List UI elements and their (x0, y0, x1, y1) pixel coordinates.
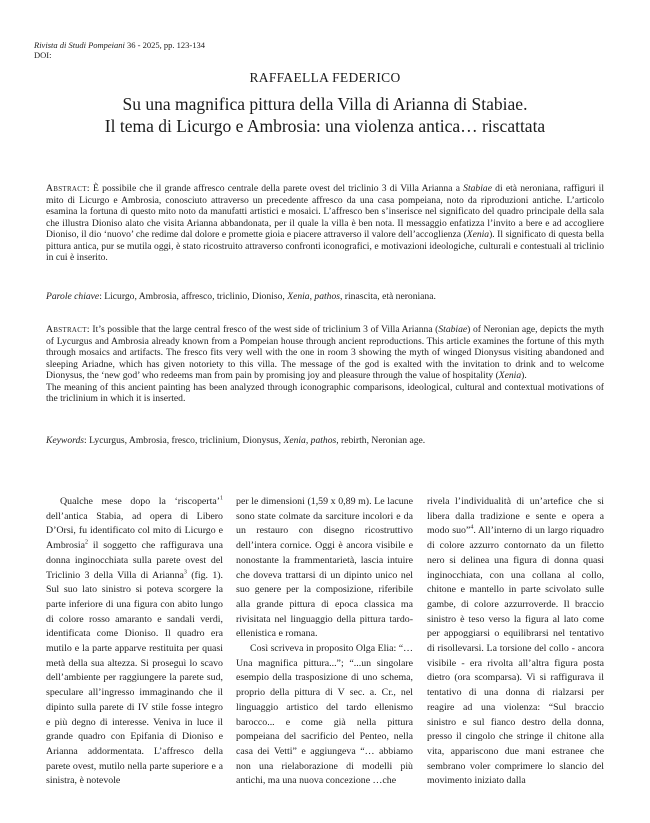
journal-issue: 36 - 2025, pp. 123-134 (124, 40, 205, 50)
abstract-text: È possibile che il grande affresco centrale della parete ovest del triclinio 3 di Villa Arianna a (89, 183, 464, 194)
body-column-1 (46, 495, 223, 789)
abstract-italic-term: Stabiae (438, 324, 468, 335)
keywords-italian (46, 291, 604, 303)
keywords-label: Parole chiave (46, 291, 100, 302)
abstract-text: ). (521, 370, 527, 381)
abstract-italic-term: Xenia (498, 370, 522, 381)
journal-name: Rivista di Studi Pompeiani (34, 40, 125, 50)
keywords-label: Keywords (46, 435, 85, 446)
body-text: (fig. 1). Sul suo lato sinistro si poteva scorgere la parte inferiore di una figura con abito lungo di colore rosso amaranto e sandali verdi, identificata come Dioniso. Il quadro era mutilo e la parte apparve restituita per quasi metà della sua altezza. Si proseguì lo scavo dell’ambiente per raggiungere la parete sud, speculare all’ingresso immaginando che il dipinto sulla parete di IV stile fosse integro e più degno di interesse. Veniva in luce il grande quadro con Epifania di Dioniso e Arianna addormentata. L’affresco della parete ovest, mutilo nella parte superiore e a sinistra, è notevole (46, 569, 224, 787)
keywords-text: , rinascita, età neroniana. (340, 291, 436, 302)
abstract-english (46, 324, 604, 405)
body-text: per le dimensioni (1,59 x 0,89 m). Le lacune sono state colmate da sarciture incolori e da un restauro con disegno ricostruttivo dell’intera cornice. Oggi è ancora visibile e nonostante la frammentarietà, lascia intuire che doveva trattarsi di un dipinto unico nel suo genere per la composizione, riferibile alla grande pittura di epoca classica ma rivisitata nel linguaggio della pittura tardo-ellenistica e romana. (236, 496, 413, 640)
keywords-separator: , (309, 291, 315, 302)
body-text: Così scriveva in proposito Olga Elia: “… Una magnifica pittura...”; “...un singolare esempio della trasposizione di uno schema, proprio della pittura di V sec. a. Cr., nel linguaggio artistico del tardo ellenismo barocco... e come già nella pittura pompeiana del sacrificio del Penteo, nella casa dei Vetti” e aggiungeva “… abbiamo non una rielaborazione di modelli più antichi, ma una nuova concezione …che (236, 643, 413, 787)
abstract-label: Abstract: (46, 324, 90, 335)
body-column-2 (236, 495, 413, 789)
doi-label: DOI: (34, 50, 52, 60)
footnote-ref[interactable]: 3 (183, 569, 187, 576)
journal-citation (34, 40, 205, 50)
keyword-italic: Xenia (287, 291, 310, 302)
abstract-italic-term: Xenia (466, 229, 490, 240)
abstract-text: ) of Neronian age, depicts the myth of Lycurgus and Ambrosia already known from a Pompeian house through ancient reproductions. This article examines the fortune of this myth through mosaics and artifacts. The fresco fits very well with the one in room 3 showing the myth of winged Dionysus visiting abandoned and sleeping Ariadne, which has given notoriety to this villa. The message of the god is exalted with the invitation to drink and to welcome Dionysus, the ‘new god’ who redeems man from pain by promising joy and pleasure through the value of hospitality ( (46, 324, 604, 381)
keyword-italic: pathos (314, 291, 340, 302)
abstract-text: It’s possible that the large central fresco of the west side of triclinium 3 of Villa Arianna ( (89, 324, 439, 335)
abstract-text: The meaning of this ancient painting has been analyzed through iconographic comparisons, ideological, cultural and contextual motivations of the triclinium in which it is inserted. (46, 381, 604, 404)
footnote-ref[interactable]: 2 (84, 539, 88, 546)
keyword-italic: pathos (310, 435, 337, 446)
author-name: RAFFAELLA FEDERICO (249, 70, 401, 85)
keywords-text: , rebirth, Neronian age. (336, 435, 426, 446)
abstract-italic-term: Stabiae (463, 183, 492, 194)
abstract-italian (46, 183, 604, 264)
keywords-text: : Lycurgus, Ambrosia, fresco, triclinium, Dionysus, (84, 435, 284, 446)
title-line-1: Su una magnifica pittura della Villa di Arianna di Stabiae. (122, 94, 528, 114)
keywords-english (46, 435, 604, 447)
keywords-text: : Licurgo, Ambrosia, affresco, triclinio, Dioniso, (99, 291, 288, 302)
abstract-label: Abstract: (46, 183, 90, 194)
body-text: rivela l’individualità di un’artefice che si libera dalla tradizione e sente e opera a modo suo” (427, 496, 604, 537)
footnote-ref[interactable]: 4 (470, 525, 474, 532)
abstract-text: di età neroniana, raffiguri il mito di Licurgo e Ambrosia, conosciuto attraverso un precedente affresco da una casa pompeiana, noto da riproduzioni antiche. L’articolo esamina la fortuna di questo mito noto da manufatti artistici e mosaici. L’affresco ben s’inserisce nel significato del quadro principale della sala che illustra Dioniso alato che visita Arianna abbandonata, per il quale la villa è ben nota. Il messaggio enfatizza l’invito a bere e ad accogliere Dioniso, il dio ‘nuovo’ che redime dal dolore e promette gioia e piacere attraverso il valore dell’accoglienza ( (46, 183, 604, 240)
body-text: il soggetto che raffigurava una donna inginocchiata sulla parete ovest del Triclinio 3 della Villa di Arianna (46, 540, 223, 581)
body-text: Qualche mese dopo la ‘riscoperta’ (60, 496, 220, 507)
title-line-2: Il tema di Licurgo e Ambrosia: una violenza antica… riscattata (104, 116, 546, 136)
body-text: . All’interno di un largo riquadro di colore azzurro contornato da un filetto nero si delinea una figura di donna quasi inginocchiata, con una collana al collo, chitone e mantello in parte scivolato sulle gambe, di colore azzurroverde. Il braccio sinistro è teso verso la figura al lato come per appoggiarsi o equilibrarsi nel tentativo di risollevarsi. La torsione del collo - ancora visibile - era rivolta all’altra figura posta dietro (ora scomparsa). Vi si raffigurava il tentativo di una donna di rialzarsi per reagire ad una violenza: “Sul braccio sinistro e sul fianco destro della donna, presso il cingolo che stringe il chitone alla vita, appariscono due mani estranee che sembrano voler comprimere lo slancio del movimento iniziato dalla (427, 525, 604, 787)
body-text: dell’antica Stabia, ad opera di Libero D’Orsi, fu identificato col mito di Licurgo e Ambrosia (46, 510, 223, 552)
footnote-ref[interactable]: 1 (220, 495, 223, 502)
keyword-italic: Xenia (283, 435, 306, 446)
paper-title (40, 93, 610, 137)
body-column-3 (427, 495, 604, 789)
abstract-text: ). Il significato di questa bella pittura antica, pur se mutila oggi, è stato ricostruito attraverso confronti iconografici, e motivazioni ideologiche, culturali e contestuali al triclinio in cui è inserito. (46, 229, 604, 263)
keywords-separator: , (305, 435, 311, 446)
